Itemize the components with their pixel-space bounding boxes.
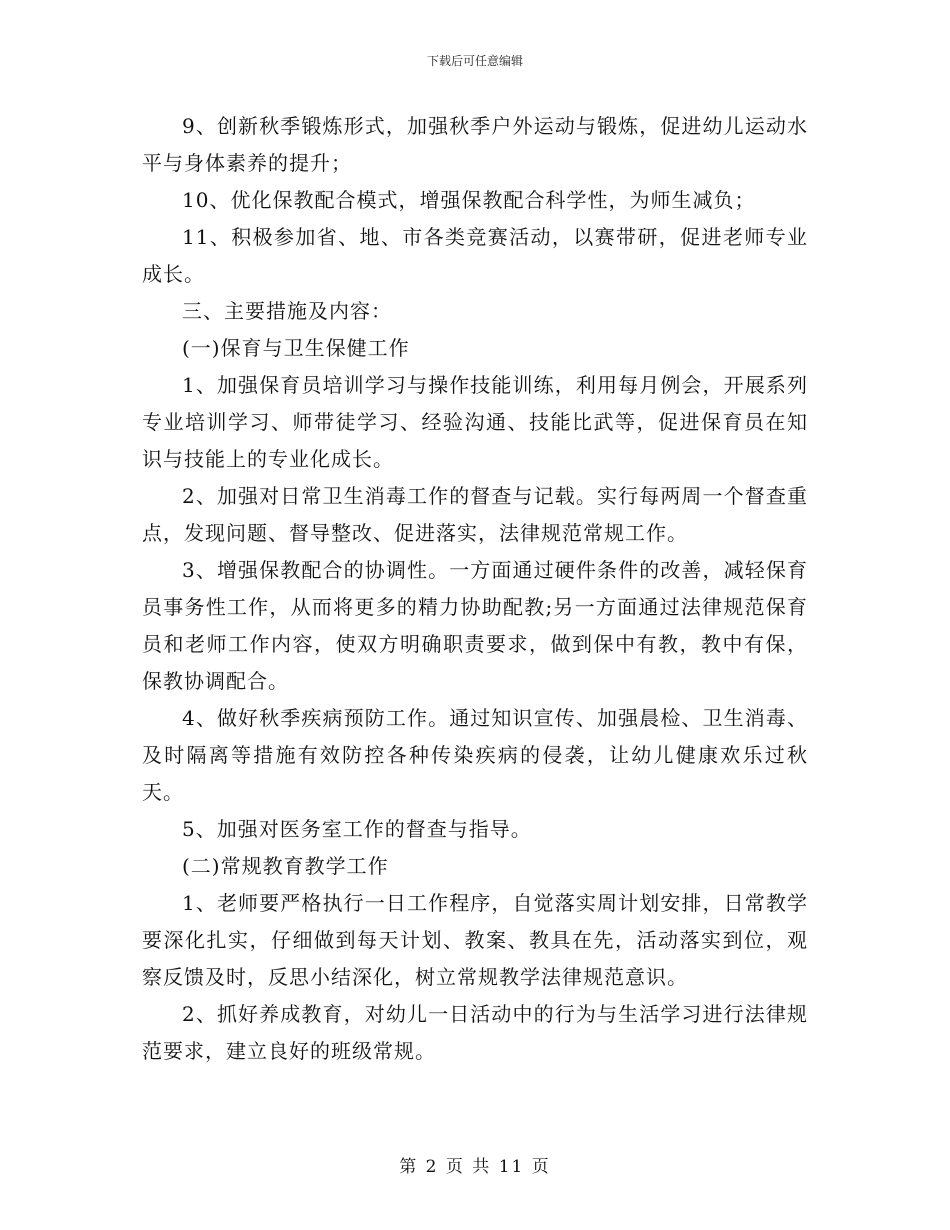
paragraph-item-9: 9、创新秋季锻炼形式，加强秋季户外运动与锻炼，促进幼儿运动水平与身体素养的提升； <box>142 114 808 175</box>
document-body <box>142 108 808 1070</box>
paragraph-care-3: 3、增强保教配合的协调性。一方面通过硬件条件的改善，减轻保育员事务性工作，从而将更多的精力协助配教;另一方面通过法律规范保育员和老师工作内容，使双方明确职责要求，做到保中有教，教中有保，保教协调配合。 <box>142 558 808 693</box>
paragraph-care-1: 1、加强保育员培训学习与操作技能训练，利用每月例会，开展系列专业培训学习、师带徒学习、经验沟通、技能比武等，促进保育员在知识与技能上的专业化成长。 <box>142 373 808 471</box>
subsection-heading-care: (一)保育与卫生保健工作 <box>182 336 410 360</box>
paragraph-item-11: 11、积极参加省、地、市各类竞赛活动，以赛带研，促进老师专业成长。 <box>142 225 808 286</box>
paragraph-care-2: 2、加强对日常卫生消毒工作的督查与记载。实行每两周一个督查重点，发现问题、督导整改、促进落实，法律规范常规工作。 <box>142 484 808 545</box>
paragraph-care-5: 5、加强对医务室工作的督查与指导。 <box>182 817 532 841</box>
paragraph-care-4: 4、做好秋季疾病预防工作。通过知识宣传、加强晨检、卫生消毒、及时隔离等措施有效防控各种传染疾病的侵袭，让幼儿健康欢乐过秋天。 <box>142 706 808 804</box>
section-heading-measures: 三、主要措施及内容： <box>182 299 392 323</box>
page-header-note: 下载后可任意编辑 <box>426 54 523 68</box>
paragraph-teaching-1: 1、老师要严格执行一日工作程序，自觉落实周计划安排，日常教学要深化扎实，仔细做到每天计划、教案、教具在先，活动落实到位，观察反馈及时，反思小结深化，树立常规教学法律规范意识。 <box>142 891 808 989</box>
paragraph-teaching-2: 2、抓好养成教育，对幼儿一日活动中的行为与生活学习进行法律规范要求，建立良好的班级常规。 <box>142 1002 808 1063</box>
page-number-footer: 第 2 页 共 11 页 <box>399 1157 551 1177</box>
paragraph-item-10: 10、优化保教配合模式，增强保教配合科学性，为师生减负； <box>182 188 756 212</box>
subsection-heading-teaching: (二)常规教育教学工作 <box>182 854 389 878</box>
